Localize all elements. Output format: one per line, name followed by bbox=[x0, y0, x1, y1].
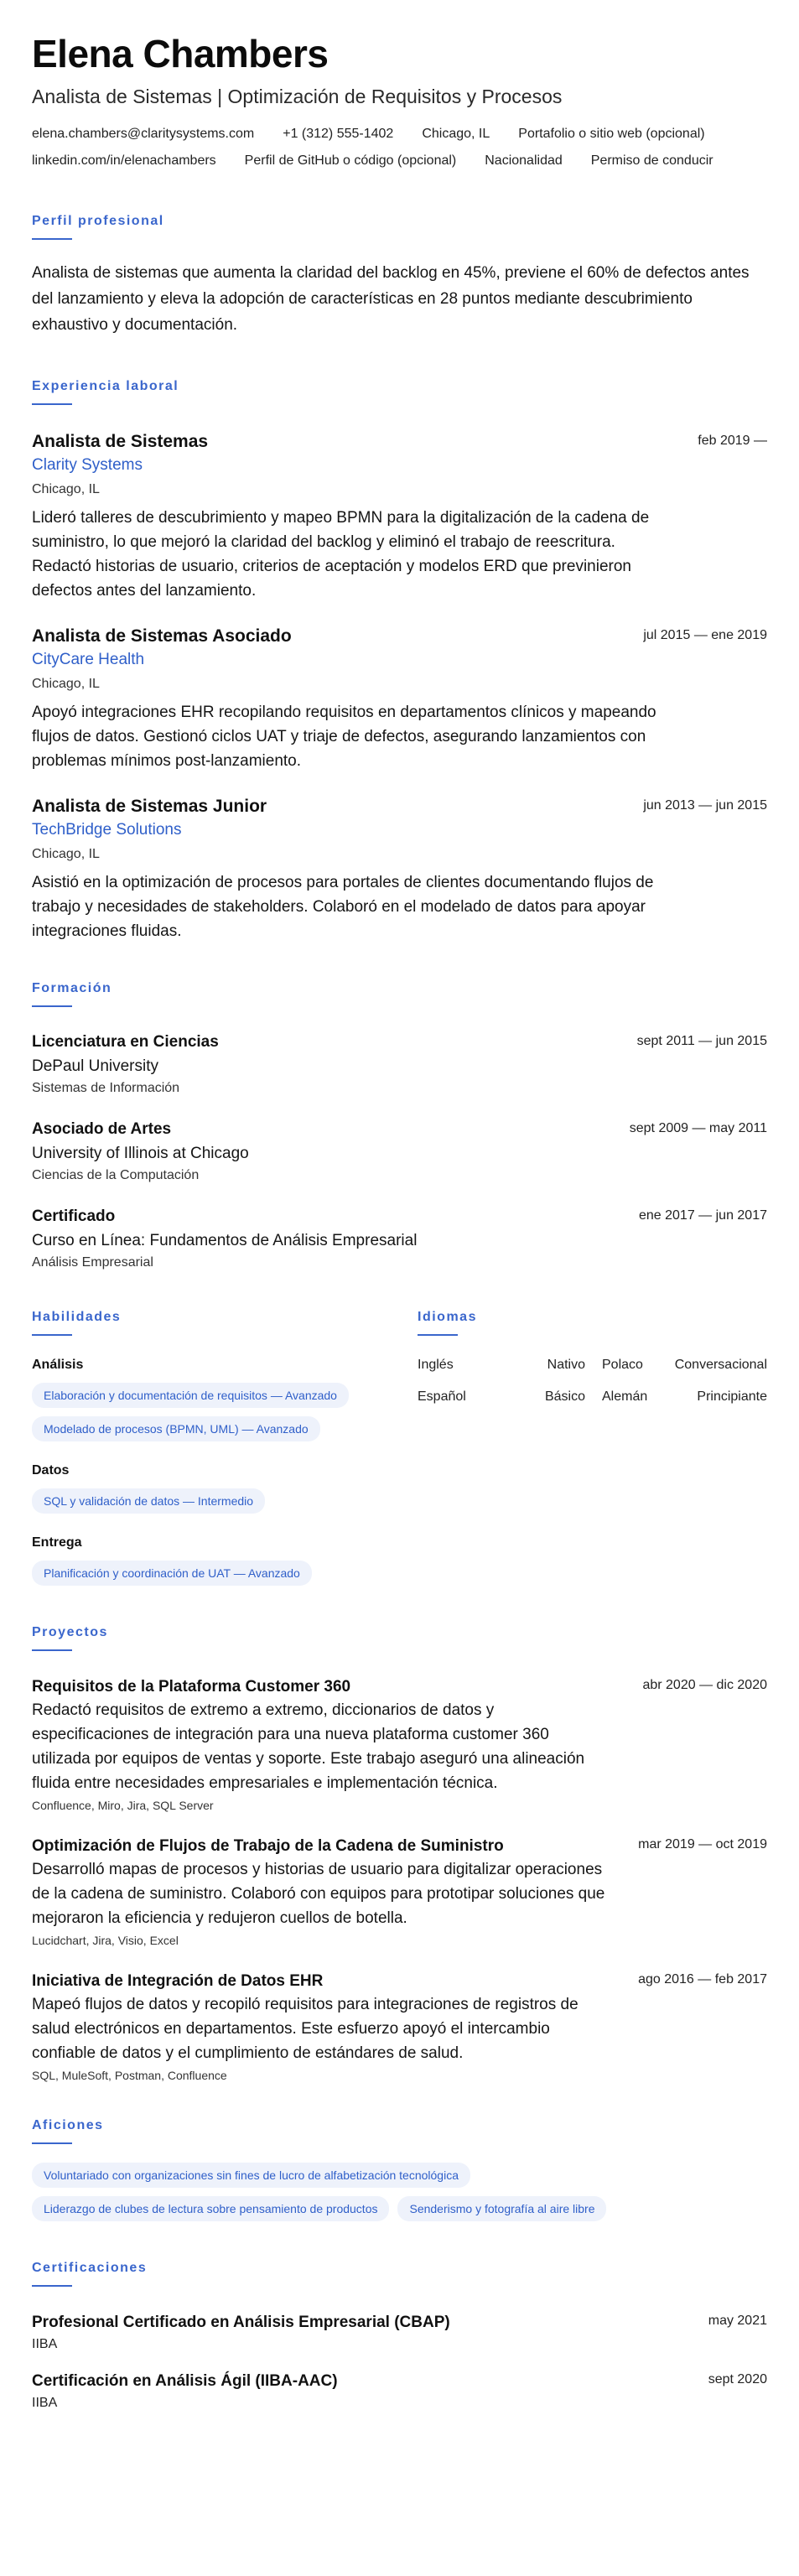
project-tech: Lucidchart, Jira, Visio, Excel bbox=[32, 1934, 179, 1947]
certification-name: Profesional Certificado en Análisis Empresarial (CBAP) bbox=[32, 2314, 450, 2331]
education-dates: sept 2011 — jun 2015 bbox=[636, 1034, 767, 1048]
section-divider bbox=[32, 2142, 72, 2144]
project-tech: SQL, MuleSoft, Postman, Confluence bbox=[32, 2069, 227, 2082]
section-title-profile: Perfil profesional bbox=[32, 214, 164, 228]
section-title-experience: Experiencia laboral bbox=[32, 379, 179, 393]
education-item bbox=[32, 1032, 767, 1098]
language-name: Español bbox=[418, 1389, 466, 1404]
section-title-projects: Proyectos bbox=[32, 1625, 108, 1639]
skill-chip: Elaboración y documentación de requisitos — Avanzado bbox=[32, 1383, 349, 1408]
skill-category: Entrega bbox=[32, 1535, 82, 1550]
contact-driving-license: Permiso de conducir bbox=[590, 153, 713, 168]
hobby-chip: Liderazgo de clubes de lectura sobre pensamiento de productos bbox=[32, 2196, 389, 2221]
job-dates: jul 2015 — ene 2019 bbox=[643, 628, 767, 642]
section-title-hobbies: Aficiones bbox=[32, 2118, 104, 2132]
skill-category: Análisis bbox=[32, 1358, 84, 1372]
education-section bbox=[32, 980, 767, 1272]
section-title-skills: Habilidades bbox=[32, 1310, 122, 1324]
certification-item bbox=[32, 2371, 767, 2412]
project-name: Iniciativa de Integración de Datos EHR bbox=[32, 1972, 324, 1990]
education-item bbox=[32, 1207, 767, 1272]
contact-github[interactable]: Perfil de GitHub o código (opcional) bbox=[244, 153, 457, 168]
job-location: Chicago, IL bbox=[32, 847, 100, 861]
language-level: Básico bbox=[544, 1389, 585, 1404]
candidate-headline: Analista de Sistemas | Optimización de Requisitos y Procesos bbox=[32, 86, 563, 107]
job-title: Analista de Sistemas Asociado bbox=[32, 626, 292, 646]
skills-section bbox=[32, 1309, 418, 1594]
section-divider bbox=[32, 238, 72, 240]
job-company: TechBridge Solutions bbox=[32, 821, 182, 839]
section-divider bbox=[32, 1005, 72, 1007]
language-row bbox=[418, 1356, 767, 1374]
education-dates: sept 2009 — may 2011 bbox=[629, 1121, 767, 1135]
skill-group bbox=[32, 1534, 418, 1594]
field-of-study: Ciencias de la Computación bbox=[32, 1168, 200, 1182]
contact-list bbox=[32, 126, 786, 179]
experience-item bbox=[32, 625, 767, 773]
job-dates: feb 2019 — bbox=[698, 434, 767, 448]
school: University of Illinois at Chicago bbox=[32, 1145, 249, 1162]
hobbies-section bbox=[32, 2117, 767, 2230]
section-divider bbox=[32, 1649, 72, 1651]
job-description: Lideró talleres de descubrimiento y mapeo BPMN para la digitalización de la cadena de suministro, lo que mejoró la claridad del backlog y eliminó el trabajo de reescritura. Redactó historias de usuario, criterios de aceptación y modelos ERD que previnieron defectos antes del lanzamiento. bbox=[32, 509, 650, 600]
profile-summary: Analista de sistemas que aumenta la claridad del backlog en 45%, previene el 60% de defectos antes del lanzamiento y eleva la adopción de características en 28 puntos mediante descubrimiento exhaustivo y documentación. bbox=[32, 264, 750, 334]
job-description: Apoyó integraciones EHR recopilando requisitos en departamentos clínicos y mapeando flujos de datos. Gestionó ciclos UAT y triaje de defectos, asegurando lanzamientos con problemas mínimos post-lanzamiento. bbox=[32, 704, 656, 770]
section-divider bbox=[32, 403, 72, 405]
section-title-languages: Idiomas bbox=[418, 1310, 477, 1324]
degree: Certificado bbox=[32, 1208, 116, 1225]
school: Curso en Línea: Fundamentos de Análisis Empresarial bbox=[32, 1232, 418, 1249]
field-of-study: Análisis Empresarial bbox=[32, 1255, 153, 1270]
language-name: Inglés bbox=[418, 1358, 454, 1372]
section-title-education: Formación bbox=[32, 981, 112, 995]
skill-category: Datos bbox=[32, 1463, 70, 1478]
candidate-name: Elena Chambers bbox=[32, 32, 329, 75]
experience-item bbox=[32, 795, 767, 943]
project-item bbox=[32, 1971, 767, 2084]
field-of-study: Sistemas de Información bbox=[32, 1081, 180, 1095]
certification-date: sept 2020 bbox=[708, 2372, 767, 2386]
language-level: Nativo bbox=[547, 1358, 585, 1372]
language-level: Conversacional bbox=[674, 1358, 767, 1372]
profile-section bbox=[32, 213, 767, 338]
project-name: Optimización de Flujos de Trabajo de la Cadena de Suministro bbox=[32, 1837, 504, 1855]
project-name: Requisitos de la Plataforma Customer 360 bbox=[32, 1678, 351, 1696]
project-description: Mapeó flujos de datos y recopiló requisitos para integraciones de registros de salud electrónicos en departamentos. Este esfuerzo apoyó el intercambio confiable de datos y el cumplimiento de estándares de salud. bbox=[32, 1996, 578, 2062]
degree: Asociado de Artes bbox=[32, 1120, 172, 1138]
job-title: Analista de Sistemas bbox=[32, 432, 209, 451]
skill-chip: Modelado de procesos (BPMN, UML) — Avanzado bbox=[32, 1416, 320, 1441]
section-divider bbox=[32, 2285, 72, 2287]
job-company: Clarity Systems bbox=[32, 456, 143, 474]
project-description: Desarrolló mapas de procesos y historias de usuario para digitalizar operaciones de la cadena de suministro. Colaboró con equipos para prototipar soluciones que mejoraron la eficiencia y redujeron cuellos de botella. bbox=[32, 1861, 605, 1927]
project-item bbox=[32, 1836, 767, 1949]
certification-item bbox=[32, 2312, 767, 2354]
section-divider bbox=[418, 1334, 458, 1336]
job-location: Chicago, IL bbox=[32, 482, 100, 496]
project-item bbox=[32, 1676, 767, 1814]
job-title: Analista de Sistemas Junior bbox=[32, 797, 267, 816]
contact-phone[interactable]: +1 (312) 555-1402 bbox=[283, 127, 394, 141]
contact-location: Chicago, IL bbox=[422, 127, 490, 141]
certifications-section bbox=[32, 2260, 767, 2412]
skill-group bbox=[32, 1356, 418, 1450]
certification-issuer: IIBA bbox=[32, 2396, 58, 2410]
certification-name: Certificación en Análisis Ágil (IIBA-AAC) bbox=[32, 2372, 338, 2390]
contact-linkedin[interactable]: linkedin.com/in/elenachambers bbox=[32, 153, 216, 168]
hobby-chip: Senderismo y fotografía al aire libre bbox=[397, 2196, 606, 2221]
school: DePaul University bbox=[32, 1057, 158, 1075]
job-description: Asistió en la optimización de procesos para portales de clientes documentando flujos de trabajo y necesidades de stakeholders. Colaboró en el modelado de datos para apoyar integraciones fluidas. bbox=[32, 874, 654, 940]
job-location: Chicago, IL bbox=[32, 677, 100, 691]
project-dates: abr 2020 — dic 2020 bbox=[642, 1678, 767, 1692]
language-name: Alemán bbox=[602, 1389, 648, 1404]
skill-chip: Planificación y coordinación de UAT — Avanzado bbox=[32, 1561, 312, 1586]
skill-chip: SQL y validación de datos — Intermedio bbox=[32, 1488, 265, 1514]
degree: Licenciatura en Ciencias bbox=[32, 1033, 219, 1051]
project-dates: ago 2016 — feb 2017 bbox=[638, 1972, 767, 1987]
projects-section bbox=[32, 1624, 767, 2084]
certification-issuer: IIBA bbox=[32, 2337, 58, 2351]
education-dates: ene 2017 — jun 2017 bbox=[638, 1208, 767, 1223]
contact-nationality: Nacionalidad bbox=[485, 153, 563, 168]
section-divider bbox=[32, 1334, 72, 1336]
job-company: CityCare Health bbox=[32, 651, 145, 668]
experience-item bbox=[32, 430, 767, 603]
project-description: Redactó requisitos de extremo a extremo, diccionarios de datos y especificaciones de integración para una nueva plataforma customer 360 utilizada por equipos de ventas y soporte. Este trabajo aseguró una alineación fluida entre necesidades empresariales e implementación técnica. bbox=[32, 1701, 585, 1792]
section-title-certifications: Certificaciones bbox=[32, 2261, 148, 2275]
contact-email[interactable]: elena.chambers@claritysystems.com bbox=[32, 127, 255, 141]
experience-section bbox=[32, 378, 767, 943]
skill-group bbox=[32, 1462, 418, 1522]
education-item bbox=[32, 1119, 767, 1185]
contact-portfolio[interactable]: Portafolio o sitio web (opcional) bbox=[518, 127, 705, 141]
language-level: Principiante bbox=[697, 1389, 767, 1404]
languages-section bbox=[418, 1309, 767, 1594]
language-name: Polaco bbox=[602, 1358, 643, 1372]
certification-date: may 2021 bbox=[708, 2314, 767, 2328]
project-tech: Confluence, Miro, Jira, SQL Server bbox=[32, 1799, 214, 1812]
project-dates: mar 2019 — oct 2019 bbox=[638, 1837, 767, 1852]
skills-languages-row bbox=[32, 1309, 767, 1594]
hobby-chip: Voluntariado con organizaciones sin fines de lucro de alfabetización tecnológica bbox=[32, 2163, 470, 2188]
language-row bbox=[418, 1388, 767, 1406]
job-dates: jun 2013 — jun 2015 bbox=[643, 798, 767, 813]
